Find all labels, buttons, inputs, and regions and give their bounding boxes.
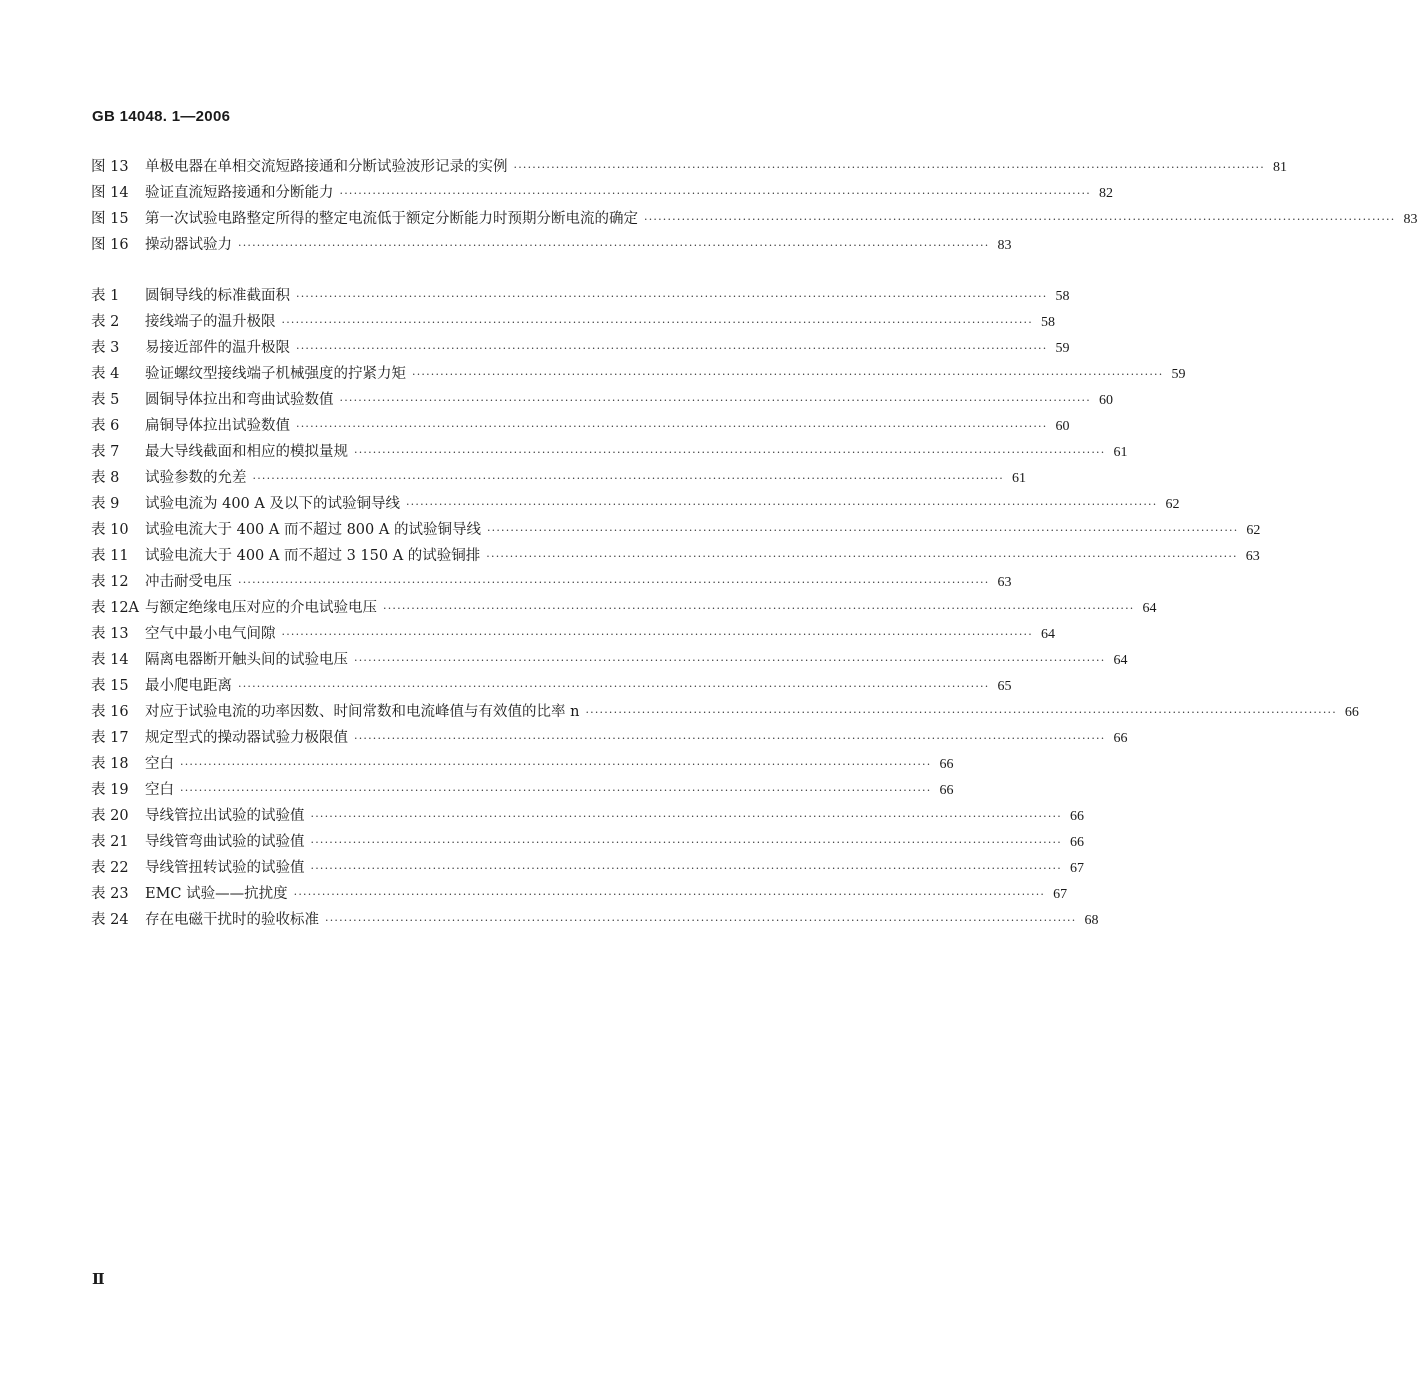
toc-entry-label: 表 8 <box>91 470 120 486</box>
toc-entry-page: 58 <box>1055 289 1070 304</box>
toc-entry-label: 表 4 <box>91 366 120 382</box>
toc-entry-page: 63 <box>997 575 1012 590</box>
dot-leader <box>251 466 1010 492</box>
toc-entry-label: 表 10 <box>91 522 129 538</box>
toc-entry-page: 65 <box>997 679 1012 694</box>
toc-entry-title: 试验参数的允差 <box>145 470 247 486</box>
toc-entry-figure[interactable] <box>91 180 1113 206</box>
toc-entry-title: EMC 试验——抗扰度 <box>145 886 288 902</box>
toc-entry-title: 空白 <box>145 782 174 798</box>
toc-entry-table[interactable] <box>91 725 1128 751</box>
toc-entry-table[interactable] <box>91 309 1055 335</box>
toc-entry-table[interactable] <box>91 673 1012 699</box>
toc-entry-label: 表 7 <box>91 444 120 460</box>
toc-entry-title: 导线管拉出试验的试验值 <box>145 808 305 824</box>
toc-entry-table[interactable] <box>91 855 1084 881</box>
toc-entry-label: 表 23 <box>91 886 129 902</box>
dot-leader <box>485 518 1244 544</box>
toc-entry-page: 59 <box>1171 367 1186 382</box>
dot-leader <box>236 674 995 700</box>
toc-entry-label: 表 16 <box>91 704 129 720</box>
toc-entry-label: 表 11 <box>91 548 129 564</box>
dot-leader <box>381 596 1140 622</box>
toc-entry-page: 68 <box>1084 913 1099 928</box>
toc-entry-table[interactable] <box>91 465 1026 491</box>
toc-entry-label: 表 15 <box>91 678 129 694</box>
toc-entry-label: 表 2 <box>91 314 120 330</box>
toc-entry-label: 表 24 <box>91 912 129 928</box>
toc-entry-label: 表 17 <box>91 730 129 746</box>
dot-leader <box>292 882 1051 908</box>
toc-entry-page: 81 <box>1272 160 1287 175</box>
toc-entry-label: 表 21 <box>91 834 129 850</box>
toc-entry-table[interactable] <box>91 907 1099 933</box>
toc-entry-label: 表 12 <box>91 574 129 590</box>
toc-entry-title: 最小爬电距离 <box>145 678 232 694</box>
toc-entry-page: 61 <box>1113 445 1128 460</box>
toc-entry-title: 第一次试验电路整定所得的整定电流低于额定分断能力时预期分断电流的确定 <box>145 211 638 227</box>
page-number-footer: Ⅱ <box>92 1272 105 1288</box>
toc-entry-figure[interactable] <box>91 206 1417 232</box>
standard-number-header: GB 14048. 1—2006 <box>92 108 231 125</box>
toc-entry-figure[interactable] <box>91 154 1287 180</box>
dot-leader <box>410 362 1169 388</box>
toc-entry-page: 58 <box>1040 315 1055 330</box>
toc-entry-table[interactable] <box>91 283 1070 309</box>
toc-entry-label: 表 18 <box>91 756 129 772</box>
toc-entry-page: 67 <box>1053 887 1068 902</box>
toc-entry-page: 64 <box>1040 627 1055 642</box>
toc-entry-title: 试验电流为 400 A 及以下的试验铜导线 <box>145 496 400 512</box>
toc-entry-title: 单极电器在单相交流短路接通和分断试验波形记录的实例 <box>145 159 508 175</box>
toc-entry-table[interactable] <box>91 829 1084 855</box>
toc-entry-title: 试验电流大于 400 A 而不超过 800 A 的试验铜导线 <box>145 522 481 538</box>
dot-leader <box>309 856 1068 882</box>
toc-entry-title: 接线端子的温升极限 <box>145 314 276 330</box>
toc-entry-title: 隔离电器断开触头间的试验电压 <box>145 652 348 668</box>
dot-leader <box>323 908 1082 934</box>
toc-entry-title: 规定型式的操动器试验力极限值 <box>145 730 348 746</box>
toc-entry-table[interactable] <box>91 647 1128 673</box>
dot-leader <box>352 726 1111 752</box>
toc-entry-label: 图 15 <box>91 211 129 227</box>
toc-entry-title: 试验电流大于 400 A 而不超过 3 150 A 的试验铜排 <box>145 548 481 564</box>
toc-entry-title: 验证螺纹型接线端子机械强度的拧紧力矩 <box>145 366 406 382</box>
toc-entry-label: 表 22 <box>91 860 129 876</box>
dot-leader <box>404 492 1163 518</box>
toc-entry-title: 最大导线截面和相应的模拟量规 <box>145 444 348 460</box>
toc-entry-table[interactable] <box>91 543 1260 569</box>
dot-leader <box>178 778 937 804</box>
dot-leader <box>352 648 1111 674</box>
dot-leader <box>294 414 1053 440</box>
dot-leader <box>236 570 995 596</box>
dot-leader <box>178 752 937 778</box>
dot-leader <box>338 388 1097 414</box>
toc-entry-label: 表 19 <box>91 782 129 798</box>
toc-entry-page: 66 <box>1344 705 1359 720</box>
toc-entry-table[interactable] <box>91 491 1180 517</box>
toc-entry-label: 表 5 <box>91 392 120 408</box>
toc-entry-page: 60 <box>1055 419 1070 434</box>
toc-entry-page: 66 <box>939 757 954 772</box>
toc-entry-label: 表 20 <box>91 808 129 824</box>
dot-leader <box>294 336 1053 362</box>
toc-entry-page: 83 <box>1403 212 1417 227</box>
toc-entry-table[interactable] <box>91 751 954 777</box>
toc-entry-title: 存在电磁干扰时的验收标准 <box>145 912 319 928</box>
toc-entry-label: 表 3 <box>91 340 120 356</box>
toc-entry-title: 验证直流短路接通和分断能力 <box>145 185 334 201</box>
toc-entry-page: 62 <box>1165 497 1180 512</box>
dot-leader <box>280 310 1039 336</box>
toc-entry-page: 63 <box>1245 549 1260 564</box>
toc-entry-title: 对应于试验电流的功率因数、时间常数和电流峰值与有效值的比率 n <box>145 704 580 720</box>
toc-entry-page: 62 <box>1246 523 1261 538</box>
toc-entry-title: 操动器试验力 <box>145 237 232 253</box>
toc-entry-title: 空气中最小电气间隙 <box>145 626 276 642</box>
toc-entry-table[interactable] <box>91 439 1128 465</box>
toc-entry-page: 60 <box>1098 393 1113 408</box>
toc-entry-page: 66 <box>1069 835 1084 850</box>
toc-entry-title: 空白 <box>145 756 174 772</box>
toc-entry-page: 66 <box>939 783 954 798</box>
toc-entry-label: 表 6 <box>91 418 120 434</box>
dot-leader <box>280 622 1039 648</box>
dot-leader <box>484 544 1243 570</box>
dot-leader <box>583 700 1342 726</box>
toc-entry-label: 图 14 <box>91 185 129 201</box>
dot-leader <box>512 155 1271 181</box>
dot-leader <box>642 207 1401 233</box>
toc-entry-title: 冲击耐受电压 <box>145 574 232 590</box>
dot-leader <box>338 181 1097 207</box>
toc-entry-label: 图 13 <box>91 159 129 175</box>
toc-entry-table[interactable] <box>91 777 954 803</box>
toc-entry-figure[interactable] <box>91 232 1012 258</box>
toc-entry-title: 易接近部件的温升极限 <box>145 340 290 356</box>
toc-entry-page: 66 <box>1069 809 1084 824</box>
toc-entry-table[interactable] <box>91 517 1261 543</box>
toc-entry-page: 64 <box>1113 653 1128 668</box>
toc-entry-label: 表 14 <box>91 652 129 668</box>
toc-entry-table[interactable] <box>91 699 1359 725</box>
toc-entry-title: 扁铜导体拉出试验数值 <box>145 418 290 434</box>
dot-leader <box>352 440 1111 466</box>
toc-entry-title: 圆铜导线的标准截面积 <box>145 288 290 304</box>
toc-entry-label: 表 12A <box>91 600 140 616</box>
toc-entry-label: 表 9 <box>91 496 120 512</box>
toc-entry-table[interactable] <box>91 569 1012 595</box>
toc-entry-page: 59 <box>1055 341 1070 356</box>
dot-leader <box>236 233 995 259</box>
toc-entry-label: 表 1 <box>91 288 120 304</box>
toc-entry-title: 导线管弯曲试验的试验值 <box>145 834 305 850</box>
toc-entry-label: 表 13 <box>91 626 129 642</box>
toc-entry-table[interactable] <box>91 361 1186 387</box>
toc-entry-page: 64 <box>1142 601 1157 616</box>
toc-entry-label: 图 16 <box>91 237 129 253</box>
toc-entry-page: 83 <box>997 238 1012 253</box>
toc-entry-title: 与额定绝缘电压对应的介电试验电压 <box>145 600 378 616</box>
toc-entry-page: 61 <box>1011 471 1026 486</box>
toc-entry-table[interactable] <box>91 387 1113 413</box>
toc-entry-table[interactable] <box>91 803 1084 829</box>
toc-entry-title: 圆铜导体拉出和弯曲试验数值 <box>145 392 334 408</box>
toc-entry-table[interactable] <box>91 881 1068 907</box>
dot-leader <box>294 284 1053 310</box>
toc-entry-page: 67 <box>1069 861 1084 876</box>
dot-leader <box>309 804 1068 830</box>
toc-entry-table[interactable] <box>91 595 1157 621</box>
figure-list <box>91 154 1417 258</box>
toc-entry-title: 导线管扭转试验的试验值 <box>145 860 305 876</box>
table-list <box>91 283 1359 933</box>
toc-entry-table[interactable] <box>91 621 1055 647</box>
toc-entry-page: 82 <box>1098 186 1113 201</box>
dot-leader <box>309 830 1068 856</box>
toc-entry-page: 66 <box>1113 731 1128 746</box>
toc-entry-table[interactable] <box>91 335 1070 361</box>
toc-entry-table[interactable] <box>91 413 1070 439</box>
